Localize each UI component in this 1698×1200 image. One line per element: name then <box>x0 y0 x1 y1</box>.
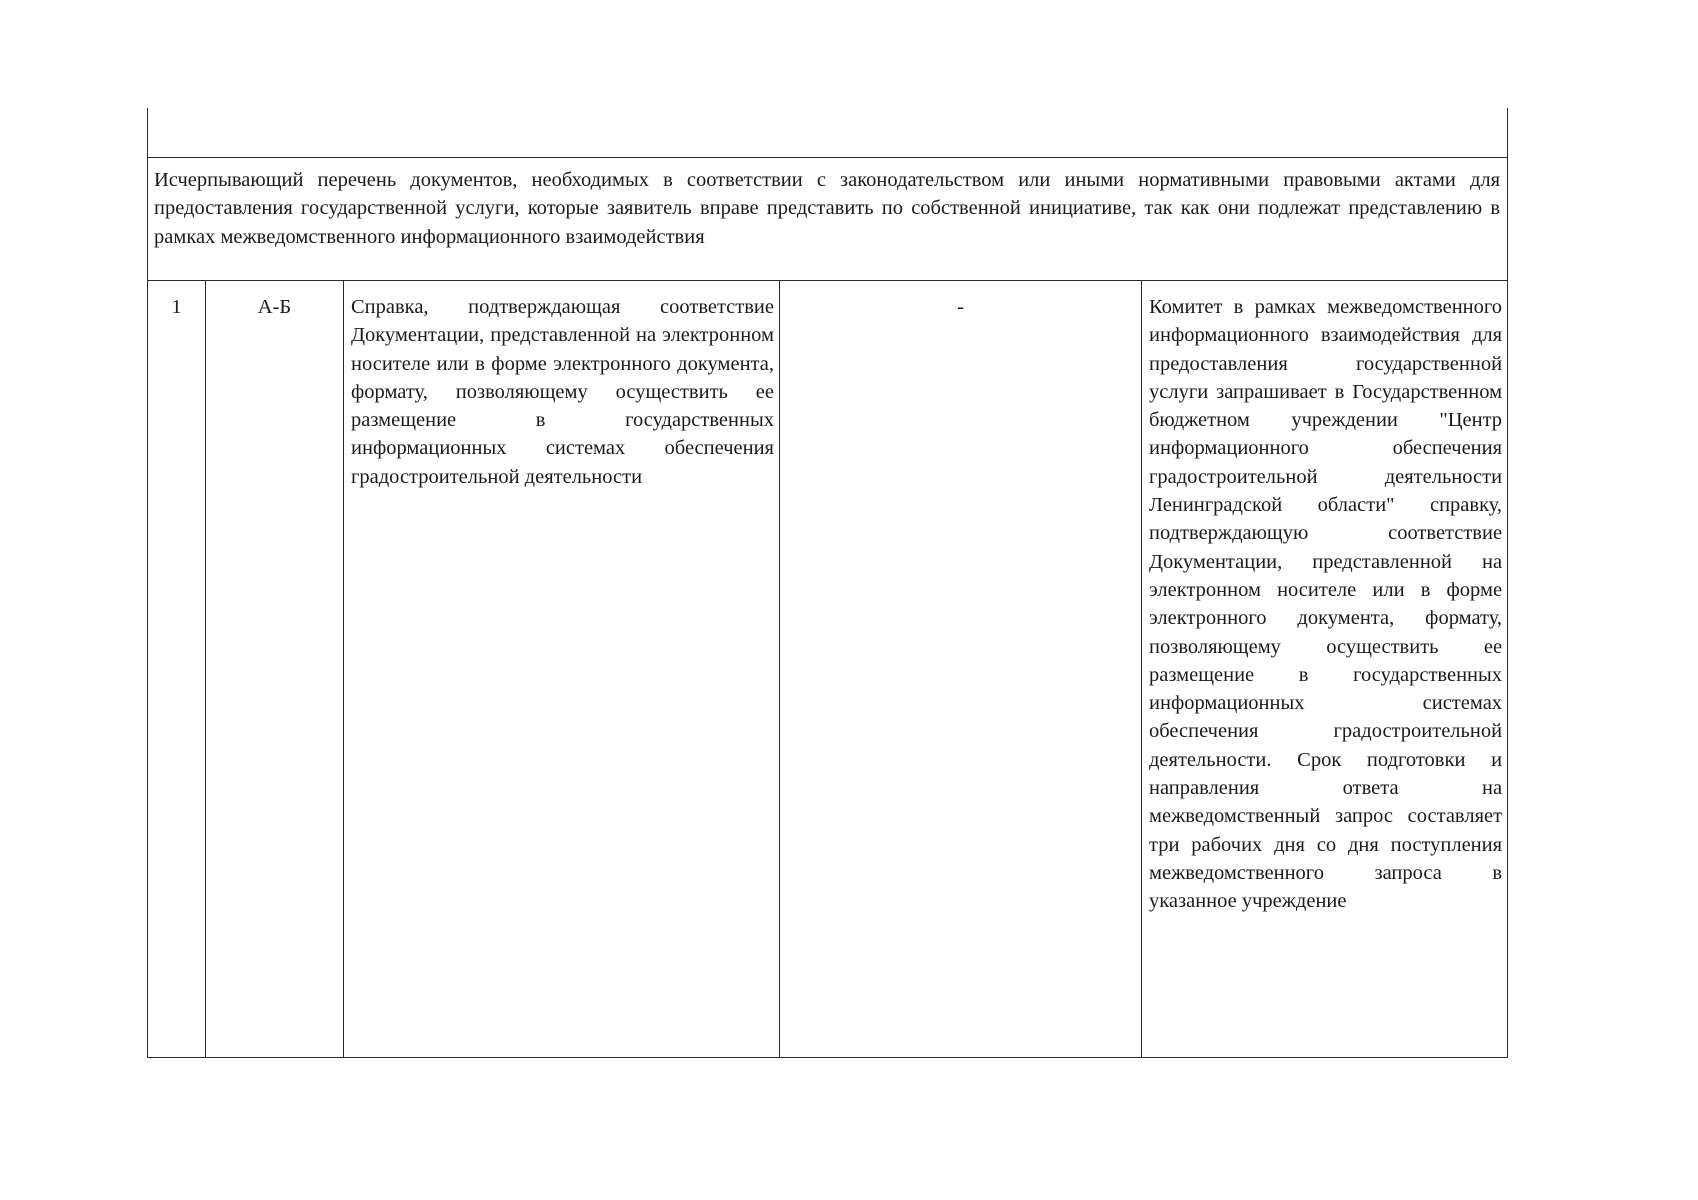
table-top-cell <box>148 108 1508 158</box>
table-top-strip <box>148 108 1508 158</box>
row-note: Комитет в рамках межведомственного информационного взаимодействия для предоставления государственной услуги запрашивает в Государственном бюджетном учреждении "Центр информационного обеспечения градостроительной деятельности Ленинградской области" справку, подтверждающую соответствие Документации, представленной на электронном носителе или в форме электронного документа, формату, позволяющему осуществить ее размещение в государственных информационных системах обеспечения градостроительной деятельности. Срок подготовки и направления ответа на межведомственный запрос составляет три рабочих дня со дня поступления межведомственного запроса в указанное учреждение <box>1142 281 1508 1058</box>
section-header: Исчерпывающий перечень документов, необходимых в соответствии с законодательством или иными нормативными правовыми актами для предоставления государственной услуги, которые заявитель вправе представить по собственной инициативе, так как они подлежат представлению в рамках межведомственного информационного взаимодействия <box>148 158 1508 281</box>
section-header-row <box>148 158 1508 281</box>
row-category: А-Б <box>206 281 344 1058</box>
row-requirements: - <box>780 281 1142 1058</box>
table-row <box>148 281 1508 1058</box>
documents-table <box>147 108 1508 1058</box>
row-document: Справка, подтверждающая соответствие Документации, представленной на электронном носителе или в форме электронного документа, формату, позволяющему осуществить ее размещение в государственных информационных системах обеспечения градостроительной деятельности <box>344 281 780 1058</box>
row-number: 1 <box>148 281 206 1058</box>
